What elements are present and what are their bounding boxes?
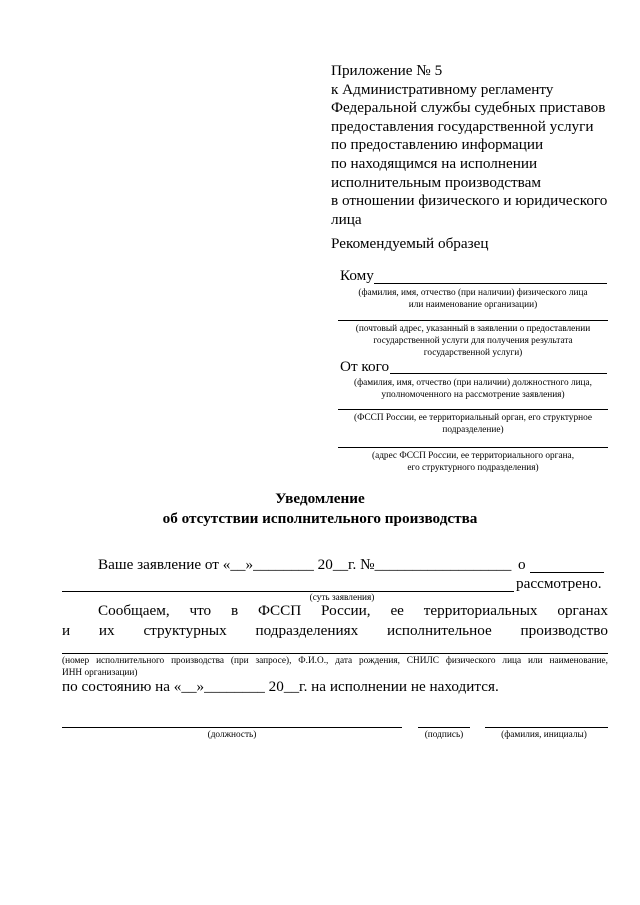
title-line: об отсутствии исполнительного производства [162, 510, 478, 527]
inform-word: ее [390, 602, 404, 619]
appendix-line: Федеральной службы судебных приставов [331, 99, 606, 117]
name-caption: (фамилия, инициалы) [501, 730, 587, 740]
signature-caption: (подпись) [424, 730, 464, 740]
org-caption-line: подразделение) [442, 425, 504, 435]
from-caption-line: уполномоченного на рассмотрение заявления) [381, 390, 565, 400]
signature-line [418, 727, 470, 728]
inform-word: их [98, 622, 115, 639]
essence-caption: (суть заявления) [309, 593, 375, 603]
appendix-line: к Административному регламенту [331, 80, 554, 98]
from-line [390, 373, 607, 374]
from-caption-line: (фамилия, имя, отчество (при наличии) должностного лица, [354, 378, 592, 388]
sender-address-caption-line: его структурного подразделения) [407, 463, 539, 473]
appendix-header [331, 62, 621, 229]
sender-address-caption [338, 450, 608, 474]
inform-word: подразделениях [255, 622, 359, 639]
inform-word: России, [321, 602, 371, 619]
sender-address-caption-line: (адрес ФССП России, ее территориального органа, [371, 451, 575, 461]
recommended-sample-label: Рекомендуемый образец [331, 235, 489, 252]
address-caption-line: (почтовый адрес, указанный в заявлении о предоставлении [355, 324, 591, 334]
inform-word: органах [557, 602, 608, 619]
inform-word: ФССП [257, 602, 302, 619]
proceeding-line [62, 653, 608, 654]
appendix-line: лица [331, 210, 362, 228]
from-label: От кого [340, 358, 390, 375]
proceeding-caption [62, 655, 608, 679]
org-line [338, 409, 608, 410]
inform-word: исполнительное [386, 622, 492, 639]
address-line [338, 320, 608, 321]
position-caption: (должность) [207, 730, 257, 740]
from-caption [338, 377, 608, 401]
to-caption-line: (фамилия, имя, отчество (при наличии) физического лица [358, 288, 588, 298]
appendix-line: в отношении физического и юридического [331, 192, 608, 210]
inform-word: территориальных [423, 602, 538, 619]
inform-word: производство [520, 622, 608, 639]
org-caption [338, 412, 608, 436]
appendix-line: исполнительным производствам [331, 173, 541, 191]
appendix-line: по находящимся на исполнении [331, 154, 538, 172]
inform-line-2 [62, 622, 608, 640]
status-line: по состоянию на «__»________ 20__г. на исполнении не находится. [62, 678, 499, 695]
to-caption-line: или наименование организации) [408, 300, 538, 310]
name-line [485, 727, 608, 728]
inform-word: структурных [143, 622, 227, 639]
to-line [374, 283, 607, 284]
to-label: Кому [340, 267, 374, 284]
address-caption-line: государственной услуги) [423, 348, 523, 358]
address-caption-line: государственной услуги для получения результата [373, 336, 573, 346]
to-caption [338, 287, 608, 311]
reviewed-text: рассмотрено. [516, 575, 602, 592]
inform-word: в [230, 602, 239, 619]
statement-subject-line [530, 572, 604, 573]
appendix-line: предоставления государственной услуги [331, 117, 594, 135]
position-line [62, 727, 402, 728]
proceeding-caption-line: (номер исполнительного производства (при запросе), Ф.И.О., дата рождения, СНИЛС физического лица или наименование, [62, 656, 608, 666]
address-caption [338, 323, 608, 359]
statement-o: о [518, 556, 526, 573]
org-caption-line: (ФССП России, ее территориальный орган, его структурное [354, 413, 592, 423]
sender-address-line [338, 447, 608, 448]
title-line: Уведомление [275, 490, 365, 507]
proceeding-caption-line: ИНН организации) [62, 668, 138, 678]
statement-line: Ваше заявление от «__»________ 20__г. №__________________ [98, 556, 512, 573]
inform-word: и [62, 622, 71, 639]
appendix-line: Приложение № 5 [331, 62, 443, 79]
inform-line [98, 602, 608, 620]
inform-word: что [189, 602, 212, 619]
inform-word: Сообщаем, [98, 602, 170, 619]
document-title [0, 489, 640, 529]
appendix-line: по предоставлению информации [331, 136, 544, 154]
